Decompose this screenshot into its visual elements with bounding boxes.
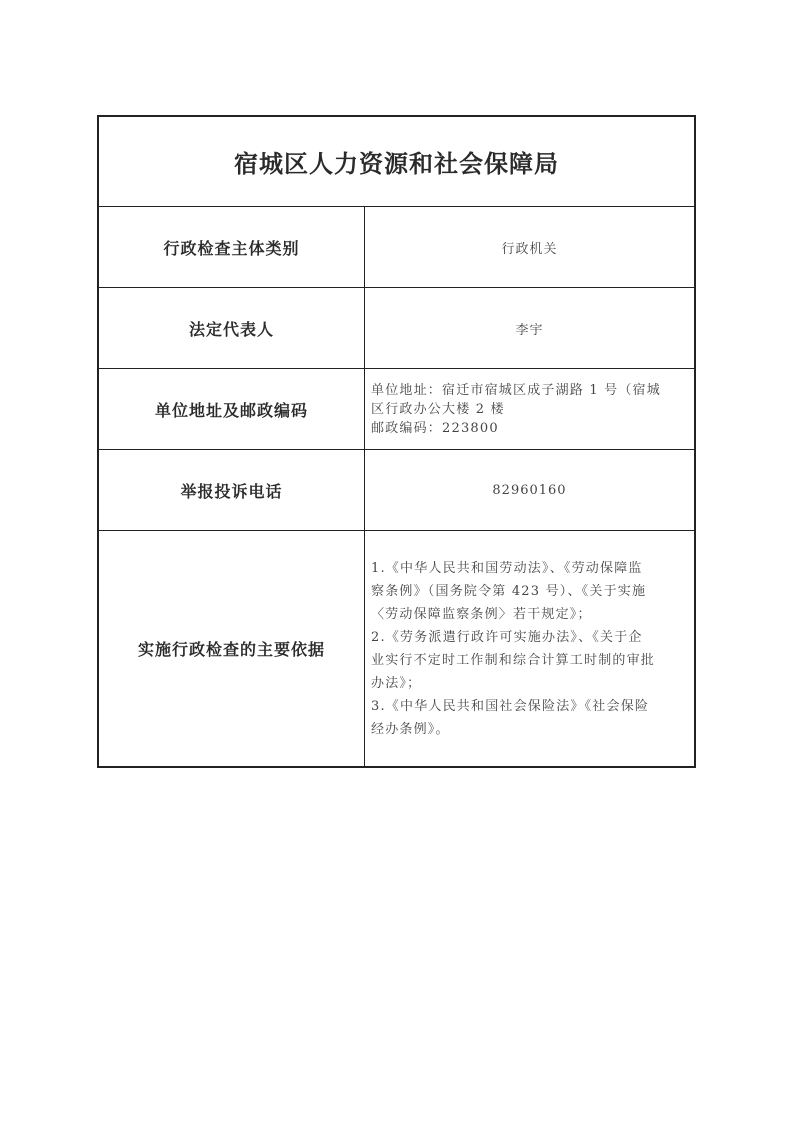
basis-lines xyxy=(371,557,655,741)
row-subject-type xyxy=(99,207,694,288)
label-legal-rep: 法定代表人 xyxy=(99,288,365,368)
basis-line: 办法》； xyxy=(371,675,422,691)
value-legal-basis xyxy=(365,531,694,766)
label-address: 单位地址及邮政编码 xyxy=(99,369,365,449)
postal-code-line: 邮政编码：223800 xyxy=(371,420,499,436)
page-title: 宿城区人力资源和社会保障局 xyxy=(234,149,559,178)
info-table xyxy=(97,115,696,768)
title-row xyxy=(99,117,694,207)
label-phone: 举报投诉电话 xyxy=(99,450,365,530)
value-legal-rep: 李宇 xyxy=(515,322,544,338)
value-address xyxy=(365,369,694,449)
basis-line: 业实行不定时工作制和综合计算工时制的审批 xyxy=(371,652,656,668)
basis-line: 2.《劳务派遣行政许可实施办法》、《关于企 xyxy=(371,629,643,645)
basis-line: 1.《中华人民共和国劳动法》、《劳动保障监 xyxy=(371,560,643,576)
label-legal-basis: 实施行政检查的主要依据 xyxy=(99,531,365,766)
basis-line: 3.《中华人民共和国社会保险法》《社会保险 xyxy=(371,698,650,714)
address-line: 区行政办公大楼 2 楼 xyxy=(371,401,505,417)
address-line: 单位地址：宿迁市宿城区成子湖路 1 号（宿城 xyxy=(371,382,661,398)
value-phone: 82960160 xyxy=(492,482,567,498)
basis-line: 察条例》（国务院令第 423 号）、《关于实施 xyxy=(371,583,647,599)
row-legal-basis xyxy=(99,531,694,766)
basis-line: 〈劳动保障监察条例〉若干规定》； xyxy=(371,606,592,622)
row-address xyxy=(99,369,694,450)
label-subject-type: 行政检查主体类别 xyxy=(99,207,365,287)
row-phone xyxy=(99,450,694,531)
row-legal-rep xyxy=(99,288,694,369)
basis-line: 经办条例》。 xyxy=(371,721,450,737)
value-subject-type: 行政机关 xyxy=(501,241,558,257)
address-lines xyxy=(371,381,661,438)
